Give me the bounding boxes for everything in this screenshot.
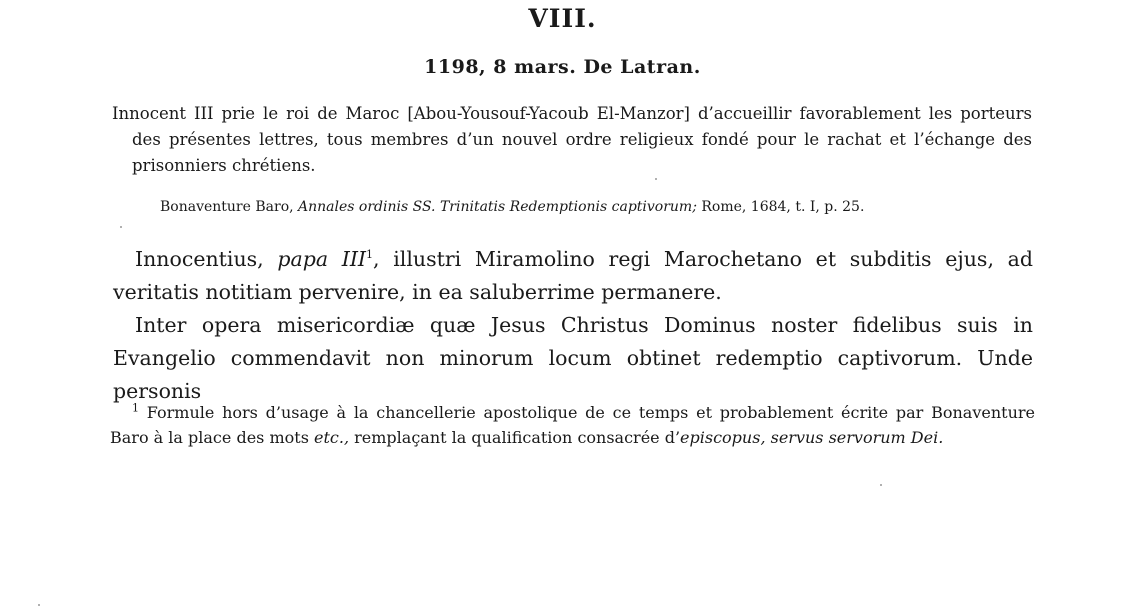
footnote-text-a: Formule hors d’usage à la chancellerie apostolique de ce temps et probablement écrite par Bonaventure Baro à la place des mots bbox=[110, 403, 1035, 447]
letter-paragraph-1 bbox=[113, 243, 1033, 309]
footnote-marker: 1 bbox=[132, 401, 139, 415]
source-author: Bonaventure Baro, bbox=[160, 199, 294, 215]
addressor: Innocentius, bbox=[135, 247, 264, 271]
print-speck bbox=[880, 484, 882, 486]
print-speck bbox=[655, 178, 657, 180]
footnote-text bbox=[110, 400, 1035, 450]
summary-text: Innocent III prie le roi de Maroc [Abou-Yousouf-Yacoub El-Manzor] d’accueillir favorablement les porteurs des présentes lettres, tous membres d’un nouvel ordre religieux fondé pour le rachat et l’échange des prisonniers chrétiens. bbox=[112, 104, 1032, 175]
document-number-heading: VIII. bbox=[528, 4, 597, 33]
footnote-reference: 1 bbox=[366, 248, 374, 262]
print-speck bbox=[120, 226, 122, 228]
source-citation bbox=[160, 199, 1020, 215]
footnote bbox=[110, 400, 1035, 450]
footnote-etc: etc., bbox=[314, 428, 350, 447]
footnote-italic-end: episcopus, servus servorum Dei. bbox=[680, 428, 944, 447]
letter-paragraph-2: Inter opera misericordiæ quæ Jesus Christus Dominus noster fidelibus suis in Evangelio commendavit non minorum locum obtinet redemptio captivorum. Unde personis bbox=[113, 313, 1033, 403]
footnote-text-b: remplaçant la qualification consacrée d’ bbox=[354, 428, 681, 447]
papal-title: papa III bbox=[277, 247, 367, 271]
salutation-text: , illustri Miramolino regi Marochetano et subditis ejus, ad veritatis notitiam pervenire, in ea saluberrime permanere. bbox=[113, 247, 1033, 304]
letter-body bbox=[113, 243, 1033, 408]
summary-paragraph bbox=[112, 101, 1032, 179]
print-speck bbox=[38, 604, 40, 606]
source-details: Rome, 1684, t. I, p. 25. bbox=[701, 199, 865, 215]
date-place-line: 1198, 8 mars. De Latran. bbox=[424, 56, 701, 78]
source-title: Annales ordinis SS. Trinitatis Redemptionis captivorum; bbox=[298, 199, 697, 215]
